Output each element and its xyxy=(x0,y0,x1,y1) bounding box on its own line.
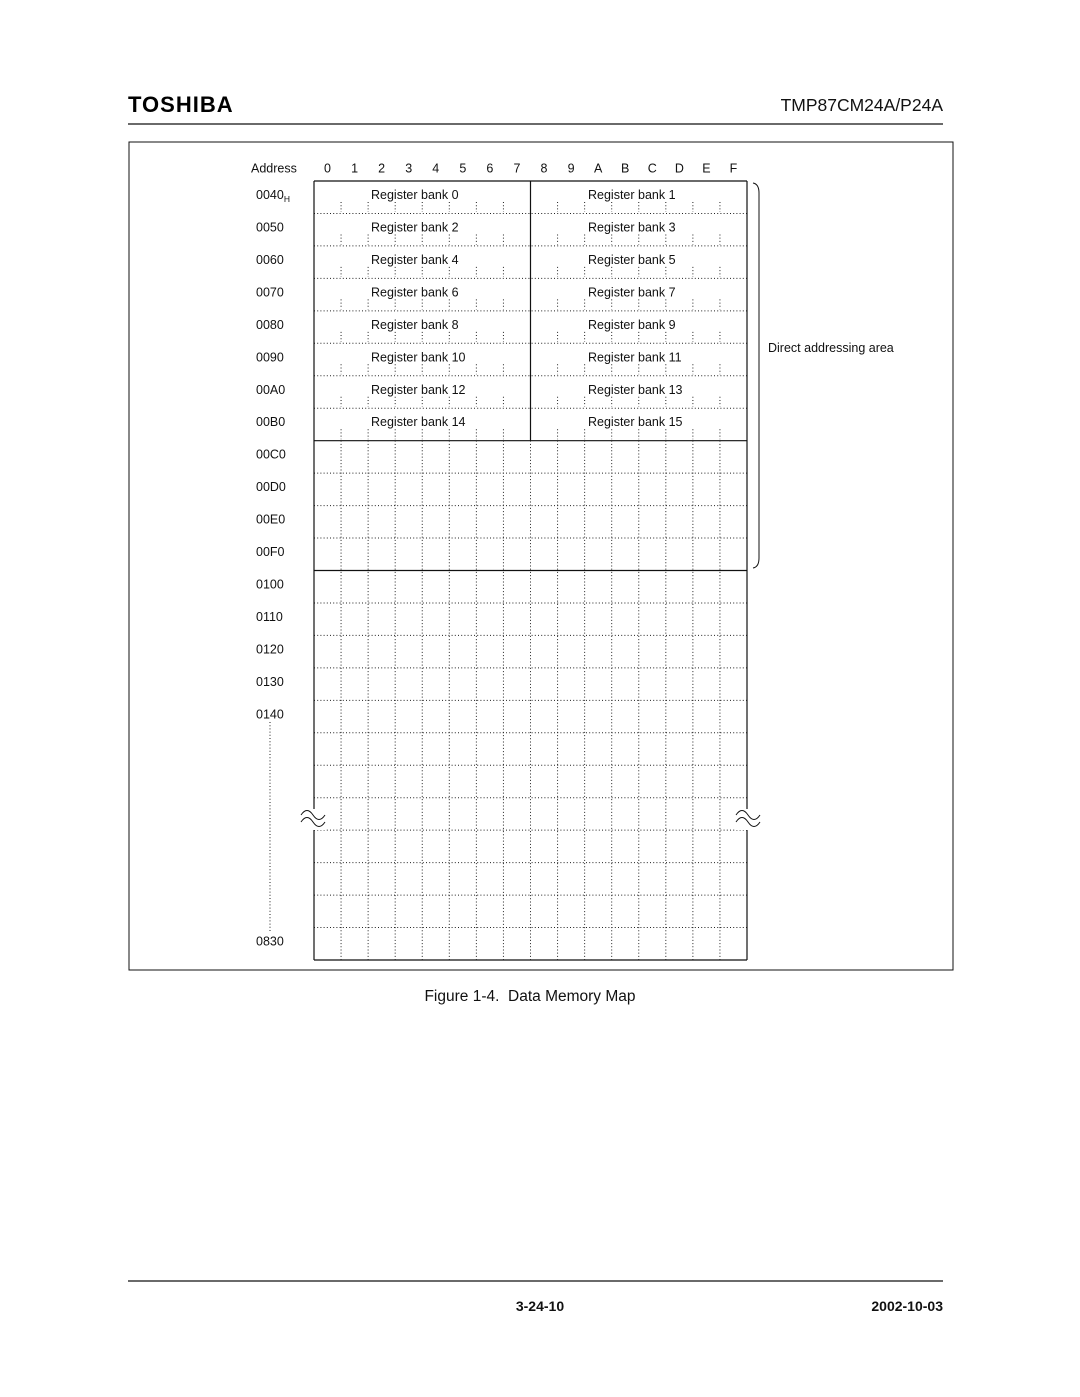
row-address-label: 00C0 xyxy=(256,447,286,462)
figure-frame xyxy=(129,142,953,970)
column-header: 9 xyxy=(567,161,575,176)
page-footer xyxy=(128,1281,943,1314)
column-header: 3 xyxy=(405,161,413,176)
row-address-label: 0090 xyxy=(256,350,284,365)
row-address-label: 00A0 xyxy=(256,382,286,397)
row-address-label: 0070 xyxy=(256,285,284,300)
column-header: F xyxy=(729,161,738,176)
register-bank-label: Register bank 8 xyxy=(371,317,459,332)
register-bank-label: Register bank 7 xyxy=(588,285,676,300)
row-address-label: 0830 xyxy=(256,934,284,949)
row-address-label: 0080 xyxy=(256,317,284,332)
page-header xyxy=(128,92,943,124)
column-header: C xyxy=(647,161,657,176)
column-header: 8 xyxy=(540,161,548,176)
column-header: 0 xyxy=(324,161,332,176)
row-address-label: 0130 xyxy=(256,674,284,689)
register-bank-label: Register bank 9 xyxy=(588,317,676,332)
data-memory-map xyxy=(251,162,894,961)
register-bank-label: Register bank 15 xyxy=(588,415,683,430)
row-address-label: 00F0 xyxy=(256,545,285,560)
hex-suffix: H xyxy=(283,194,290,204)
column-header: D xyxy=(674,161,684,176)
register-bank-label: Register bank 13 xyxy=(588,382,683,397)
row-address-label xyxy=(256,188,290,204)
register-bank-label: Register bank 14 xyxy=(371,415,466,430)
page-number: 3-24-10 xyxy=(515,1298,565,1314)
column-header: 5 xyxy=(459,161,467,176)
row-address-label: 00D0 xyxy=(256,480,286,495)
register-bank-label: Register bank 10 xyxy=(371,350,466,365)
column-header: E xyxy=(702,161,711,176)
brand-logo: TOSHIBA xyxy=(128,92,234,117)
break-symbol-left xyxy=(300,809,326,830)
row-address-label: 00B0 xyxy=(256,415,286,430)
row-address-label: 0060 xyxy=(256,252,284,267)
register-bank-label: Register bank 5 xyxy=(588,252,676,267)
figure-caption: Figure 1-4. Data Memory Map xyxy=(424,988,636,1005)
direct-area-brace xyxy=(753,183,759,568)
column-header: 4 xyxy=(432,161,440,176)
row-address-label: 0050 xyxy=(256,220,284,235)
row-address-label: 0140 xyxy=(256,707,284,722)
register-bank-label: Register bank 0 xyxy=(371,188,459,202)
column-header: 7 xyxy=(513,161,521,176)
column-header: 6 xyxy=(486,161,494,176)
register-bank-label: Register bank 11 xyxy=(588,350,682,365)
column-header: 1 xyxy=(351,161,359,176)
register-bank-label: Register bank 12 xyxy=(371,382,466,397)
direct-addressing-area-label: Direct addressing area xyxy=(768,341,894,355)
register-bank-label: Register bank 2 xyxy=(371,220,459,235)
row-address-label: 00E0 xyxy=(256,512,286,527)
register-bank-label: Register bank 3 xyxy=(588,220,676,235)
register-bank-label: Register bank 4 xyxy=(371,252,459,267)
row-address-label: 0100 xyxy=(256,577,284,592)
part-number: TMP87CM24A/P24A xyxy=(780,95,943,115)
break-symbol-right xyxy=(735,809,761,830)
column-header: B xyxy=(621,161,630,176)
register-bank-label: Register bank 1 xyxy=(588,188,676,202)
row-address-label: 0110 xyxy=(256,609,283,624)
row-address-label: 0120 xyxy=(256,642,284,657)
register-bank-label: Register bank 6 xyxy=(371,285,459,300)
row-address-value: 0040 xyxy=(256,188,284,202)
column-header: A xyxy=(593,161,603,176)
column-header: 2 xyxy=(378,161,386,176)
address-heading: Address xyxy=(251,161,297,176)
document-date: 2002-10-03 xyxy=(871,1298,943,1314)
